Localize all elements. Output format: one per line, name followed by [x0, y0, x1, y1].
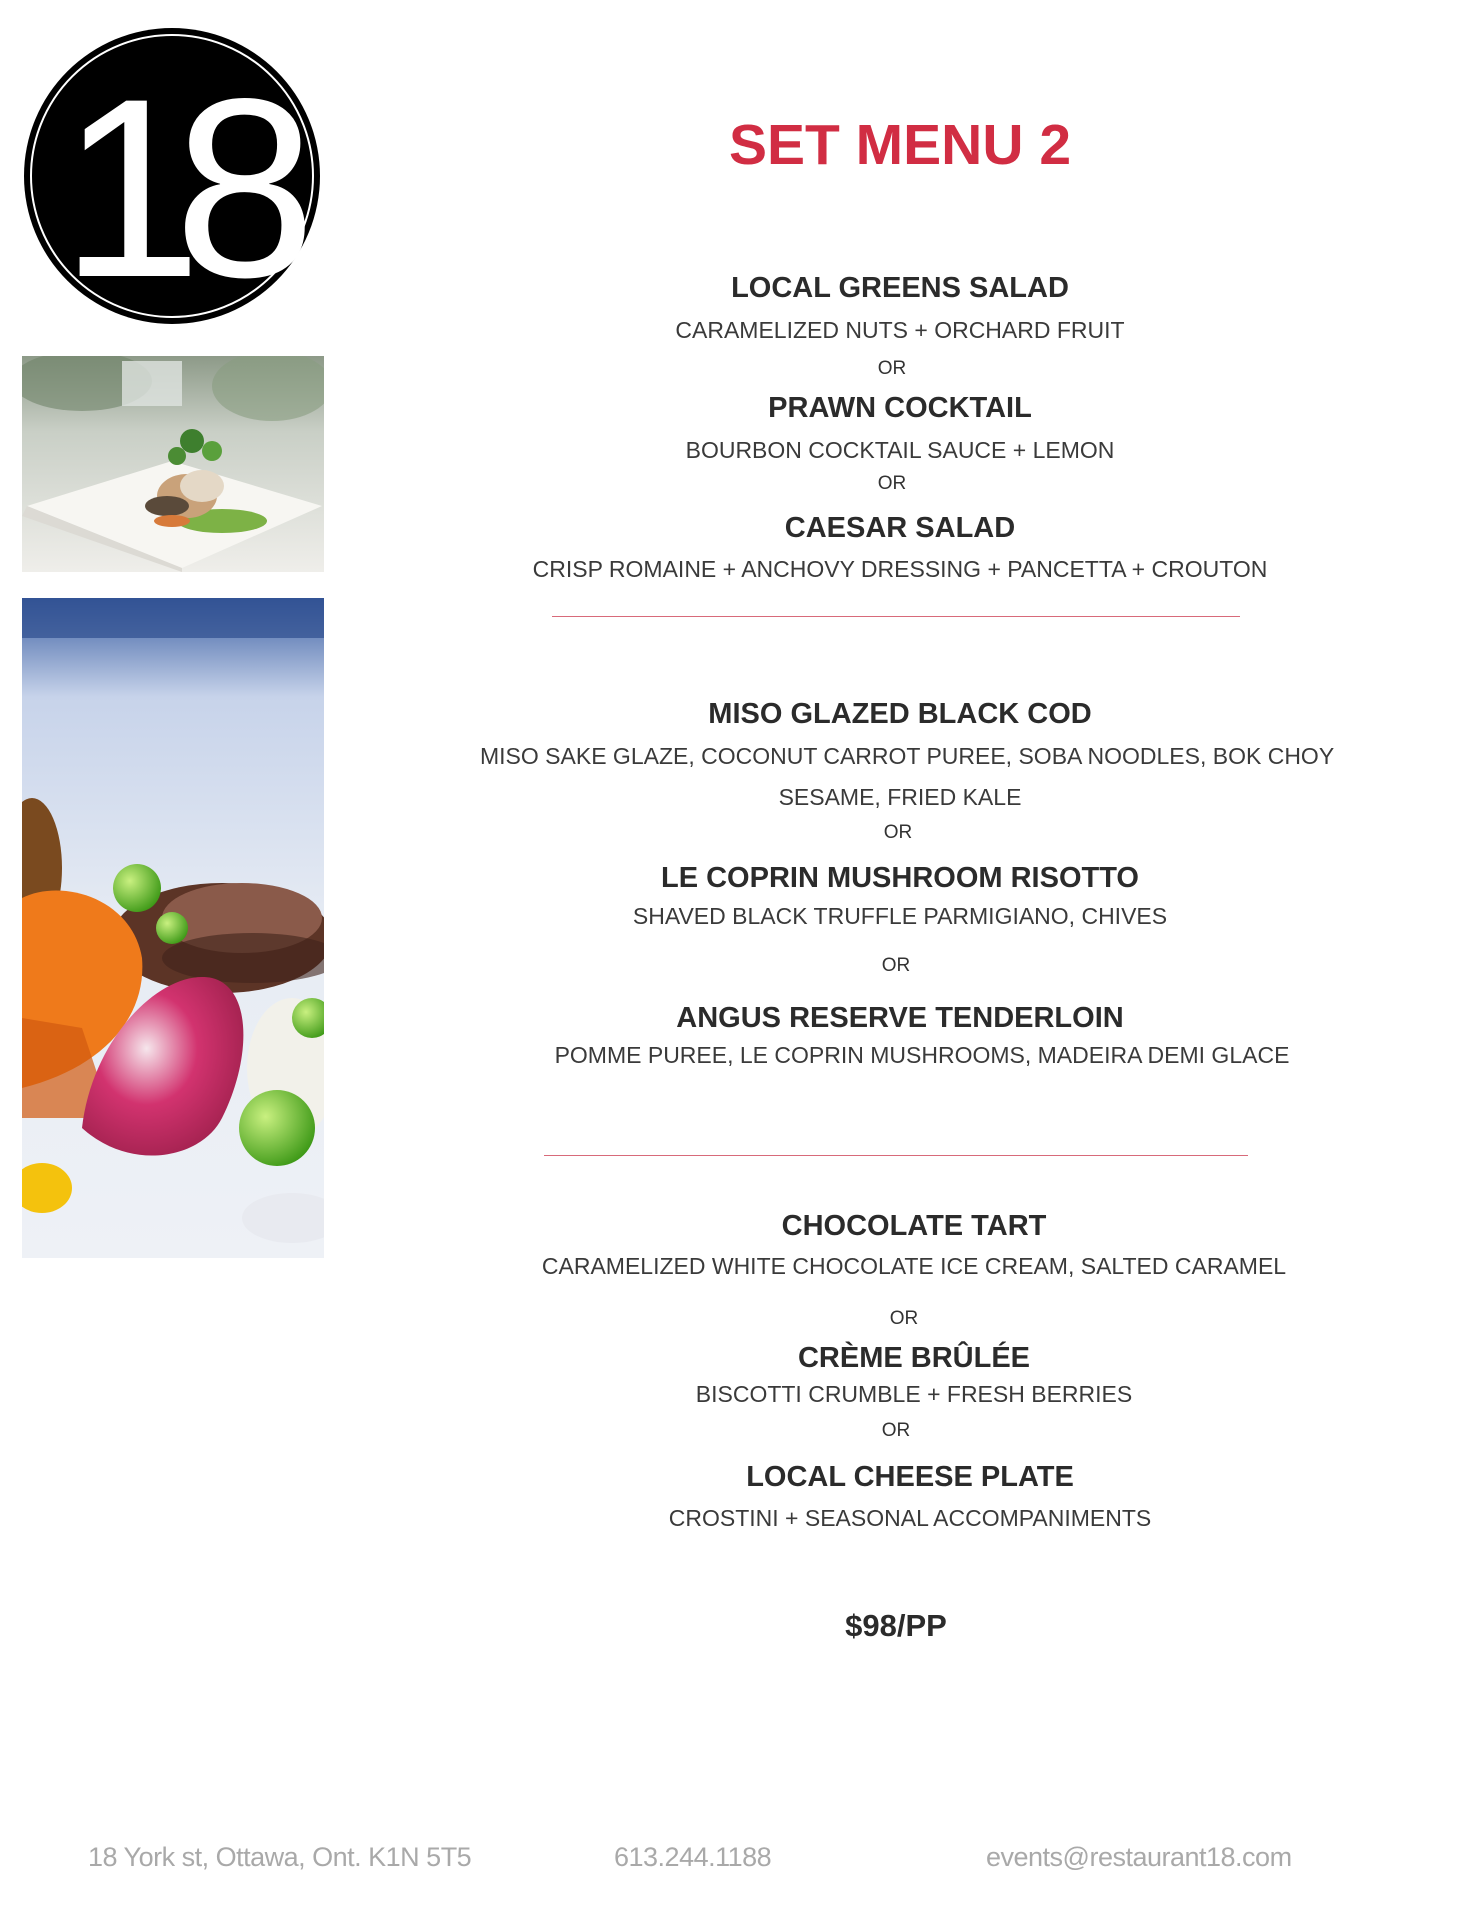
menu-title: SET MENU 2 — [728, 113, 1072, 177]
footer-phone[interactable]: 613.244.1188 — [614, 1842, 772, 1872]
dish-prawn-cocktail: PRAWN COCKTAIL — [768, 392, 1032, 424]
or-divider: OR — [877, 473, 907, 494]
dish-description: POMME PUREE, LE COPRIN MUSHROOMS, MADEIRA DEMI GLACE — [554, 1042, 1290, 1068]
dish-creme-brulee: CRÈME BRÛLÉE — [797, 1342, 1030, 1374]
or-divider: OR — [889, 1308, 919, 1329]
restaurant-logo — [22, 26, 322, 326]
or-divider: OR — [877, 358, 907, 379]
dish-description: BOURBON COCKTAIL SAUCE + LEMON — [685, 437, 1115, 463]
or-divider: OR — [881, 955, 911, 976]
dish-description: BISCOTTI CRUMBLE + FRESH BERRIES — [695, 1381, 1133, 1407]
course-divider-line — [552, 616, 1240, 617]
logo-text: 18 — [60, 46, 288, 326]
dish-local-greens-salad: LOCAL GREENS SALAD — [731, 272, 1069, 304]
dish-local-cheese-plate: LOCAL CHEESE PLATE — [746, 1461, 1074, 1493]
dish-miso-glazed-black-cod: MISO GLAZED BLACK COD — [708, 698, 1092, 730]
dish-description: SESAME, FRIED KALE — [778, 784, 1022, 810]
dish-description: SHAVED BLACK TRUFFLE PARMIGIANO, CHIVES — [632, 903, 1168, 929]
dish-description: CROSTINI + SEASONAL ACCOMPANIMENTS — [668, 1505, 1152, 1531]
dish-angus-reserve-tenderloin: ANGUS RESERVE TENDERLOIN — [676, 1002, 1124, 1034]
dish-description: CRISP ROMAINE + ANCHOVY DRESSING + PANCETTA + CROUTON — [532, 556, 1268, 582]
dish-description: CARAMELIZED WHITE CHOCOLATE ICE CREAM, SALTED CARAMEL — [541, 1253, 1287, 1279]
menu-price: $98/PP — [845, 1608, 947, 1643]
dish-description: MISO SAKE GLAZE, COCONUT CARROT PUREE, SOBA NOODLES, BOK CHOY — [480, 743, 1335, 769]
dish-chocolate-tart: CHOCOLATE TART — [781, 1210, 1047, 1242]
food-photo-tenderloin-vegetables — [22, 598, 324, 1258]
or-divider: OR — [881, 1420, 911, 1441]
food-photo-plated-fish — [22, 356, 324, 572]
dish-le-coprin-mushroom-risotto: LE COPRIN MUSHROOM RISOTTO — [661, 862, 1139, 894]
or-divider: OR — [883, 822, 913, 843]
course-divider-line — [544, 1155, 1248, 1156]
footer-address: 18 York st, Ottawa, Ont. K1N 5T5 — [88, 1842, 472, 1872]
menu-content — [480, 0, 1335, 1700]
footer-email[interactable]: events@restaurant18.com — [986, 1842, 1292, 1872]
dish-description: CARAMELIZED NUTS + ORCHARD FRUIT — [675, 317, 1125, 343]
dish-caesar-salad: CAESAR SALAD — [784, 512, 1016, 544]
